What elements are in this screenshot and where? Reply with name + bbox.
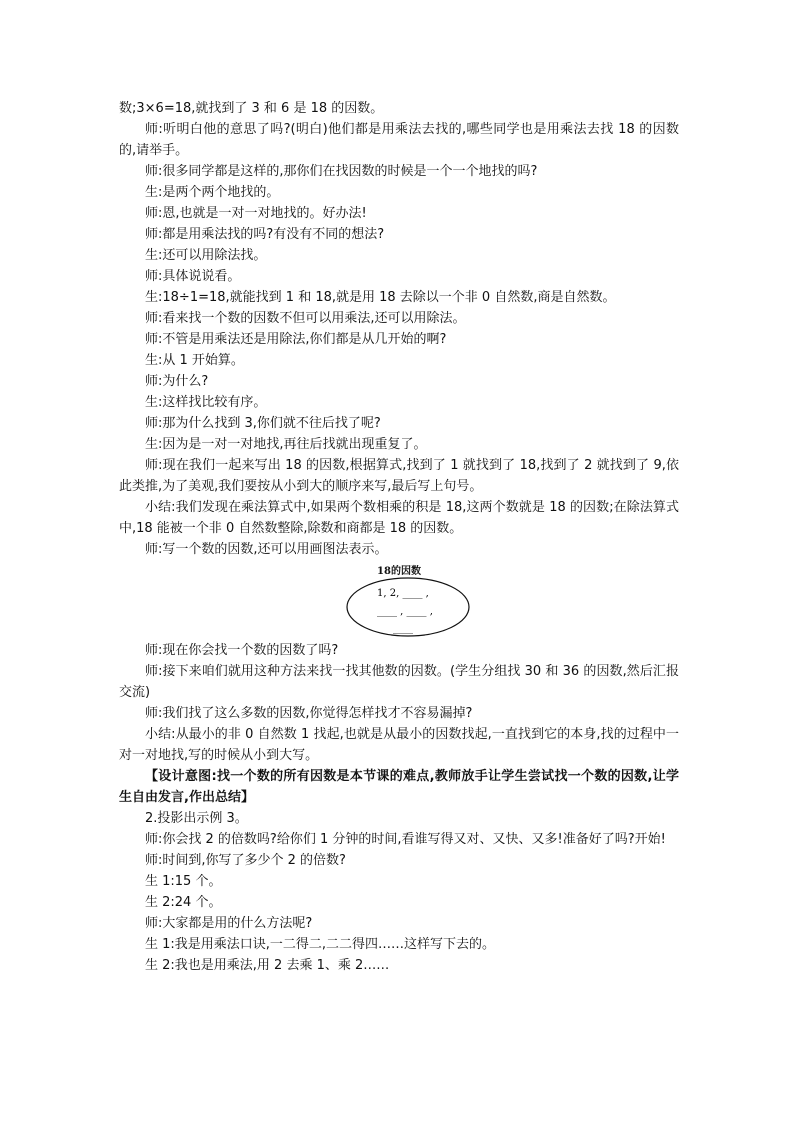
paragraph: 2.投影出示例 3。	[145, 811, 248, 826]
diagram-row-2: ____ , ____ ,	[377, 606, 433, 617]
paragraph: 师:为什么?	[145, 374, 209, 389]
paragraph: 生 1:我是用乘法口诀,一二得二,二二得四……这样写下去的。	[145, 937, 496, 952]
lesson-text	[119, 98, 679, 976]
diagram-row-3: ____	[393, 623, 413, 634]
paragraph: 生:18÷1=18,就能找到 1 和 18,就是用 18 去除以一个非 0 自然数,商是自然数。	[145, 290, 616, 305]
paragraph: 师:我们找了这么多数的因数,你觉得怎样找才不容易漏掉?	[145, 706, 473, 721]
paragraph: 生 2:我也是用乘法,用 2 去乘 1、乘 2……	[145, 958, 390, 973]
paragraph: 师:那为什么找到 3,你们就不往后找了呢?	[145, 416, 381, 431]
paragraph: 师:听明白他的意思了吗?(明白)他们都是用乘法去找的,哪些同学也是用乘法去找 18 的因数的,请举手。	[119, 122, 679, 158]
paragraph: 师:接下来咱们就用这种方法来找一找其他数的因数。(学生分组找 30 和 36 的因数,然后汇报交流)	[119, 664, 679, 700]
paragraph: 师:现在你会找一个数的因数了吗?	[145, 643, 339, 658]
paragraph: 生:还可以用除法找。	[145, 248, 267, 263]
paragraph: 师:具体说说看。	[145, 269, 241, 284]
paragraph: 师:写一个数的因数,还可以用画图法表示。	[145, 542, 388, 557]
paragraph: 师:都是用乘法找的吗?有没有不同的想法?	[145, 227, 385, 242]
paragraph: 师:恩,也就是一对一对地找的。好办法!	[145, 206, 367, 221]
paragraph: 小结:我们发现在乘法算式中,如果两个数相乘的积是 18,这两个数就是 18 的因数;在除法算式中,18 能被一个非 0 自然数整除,除数和商都是 18 的因数。	[119, 500, 679, 536]
paragraphs-after-diagram	[119, 640, 679, 976]
diagram-title: 18的因数	[377, 566, 421, 577]
paragraph: 师:不管是用乘法还是用除法,你们都是从几开始的啊?	[145, 332, 447, 347]
paragraph: 生 1:15 个。	[145, 874, 222, 889]
paragraph: 生:是两个两个地找的。	[145, 185, 280, 200]
paragraph: 【设计意图:找一个数的所有因数是本节课的难点,教师放手让学生尝试找一个数的因数,让学生自由发言,作出总结】	[119, 769, 679, 805]
paragraph: 师:你会找 2 的倍数吗?给你们 1 分钟的时间,看谁写得又对、又快、又多!准备好了吗?开始!	[145, 832, 666, 847]
paragraph: 数;3×6=18,就找到了 3 和 6 是 18 的因数。	[119, 101, 384, 116]
paragraph: 小结:从最小的非 0 自然数 1 找起,也就是从最小的因数找起,一直找到它的本身,找的过程中一对一对地找,写的时候从小到大写。	[119, 727, 679, 763]
paragraph: 生 2:24 个。	[145, 895, 222, 910]
paragraph: 生:因为是一对一对地找,再往后找就出现重复了。	[145, 437, 427, 452]
paragraph: 师:时间到,你写了多少个 2 的倍数?	[145, 853, 346, 868]
paragraph: 师:看来找一个数的因数不但可以用乘法,还可以用除法。	[145, 311, 466, 326]
paragraphs-before-diagram	[119, 98, 679, 560]
factor-ellipse	[345, 576, 471, 638]
paragraph: 生:这样找比较有序。	[145, 395, 267, 410]
paragraph: 师:大家都是用的什么方法呢?	[145, 916, 313, 931]
paragraph: 师:现在我们一起来写出 18 的因数,根据算式,找到了 1 就找到了 18,找到了 2 就找到了 9,依此类推,为了美观,我们要按从小到大的顺序来写,最后写上句号。	[119, 458, 679, 494]
diagram-row-1: 1, 2, ____ ,	[377, 588, 429, 599]
paragraph: 师:很多同学都是这样的,那你们在找因数的时候是一个一个地找的吗?	[145, 164, 538, 179]
paragraph: 生:从 1 开始算。	[145, 353, 244, 368]
factor-diagram	[119, 560, 679, 640]
